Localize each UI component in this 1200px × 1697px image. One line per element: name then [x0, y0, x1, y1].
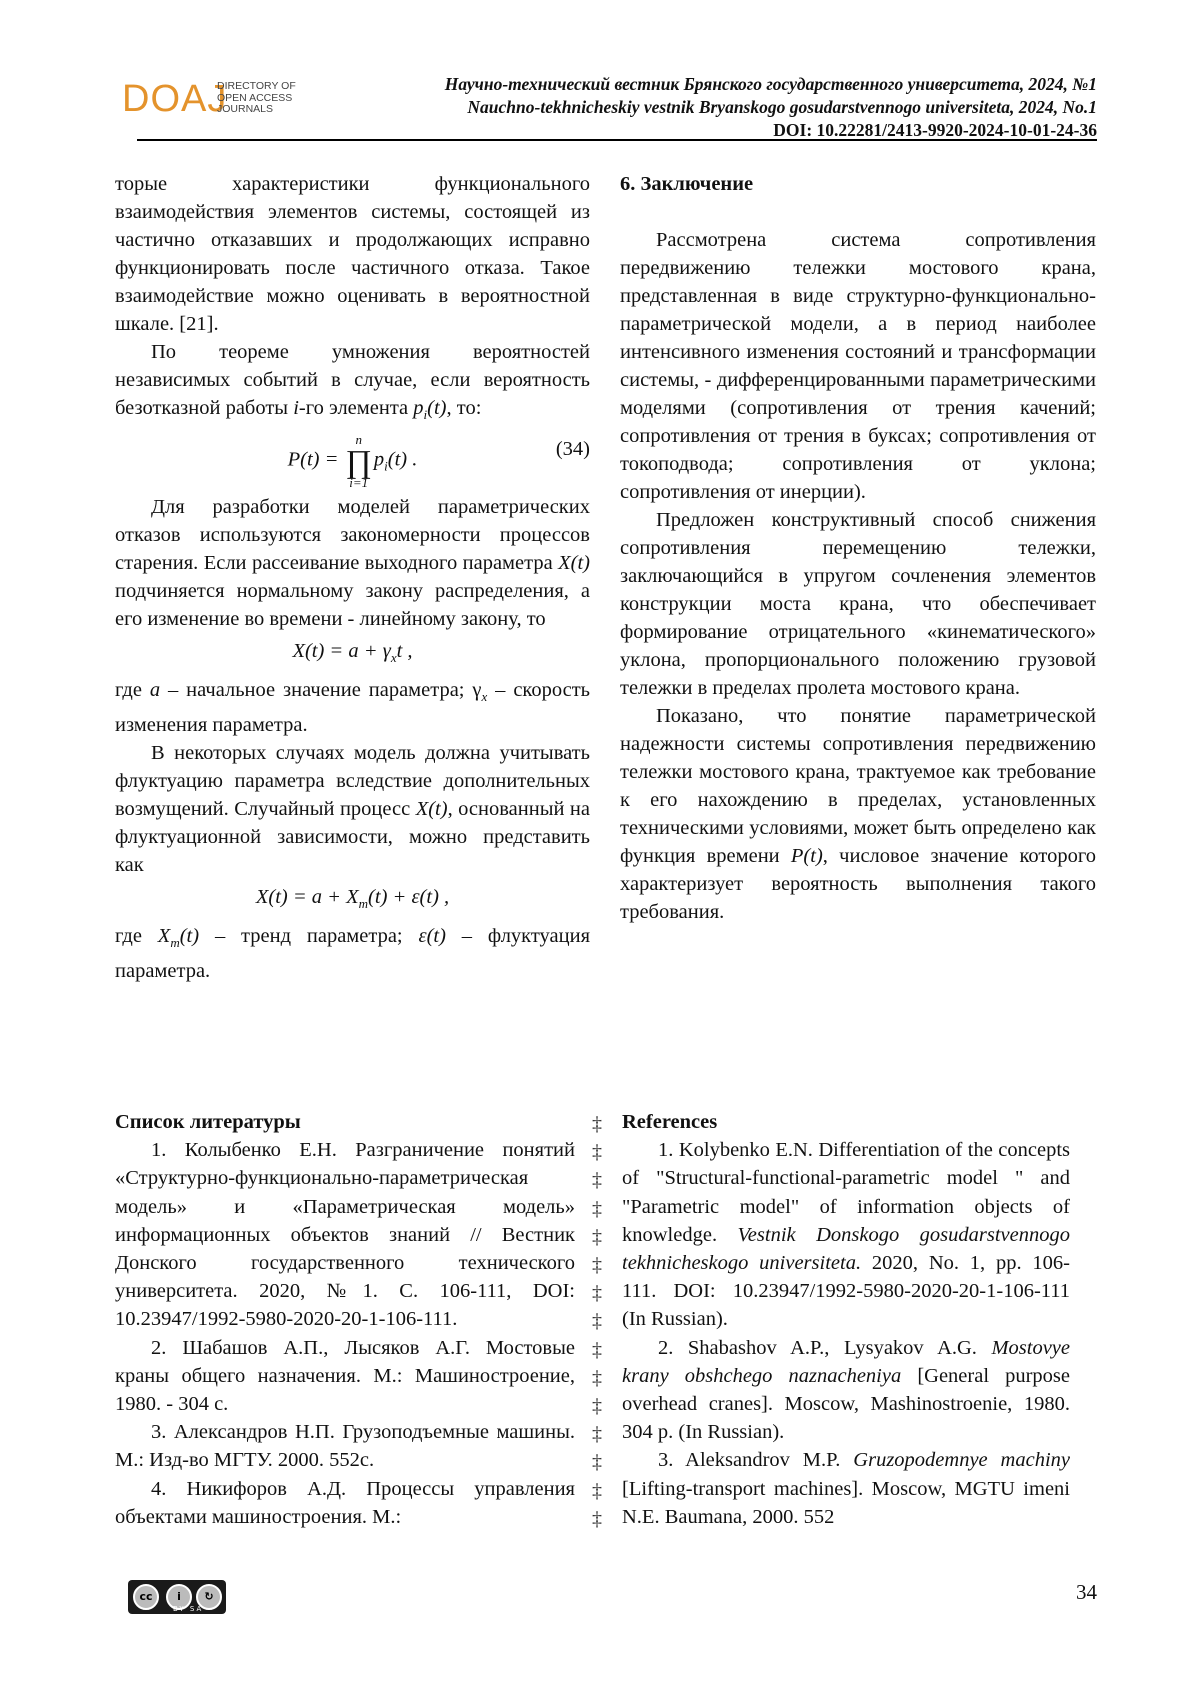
paragraph: Предложен конструктивный способ снижения сопротивления перемещению тележки, заключающийся в упругом сочленения элементов конструкции моста крана, что обеспечивает формирование отрицательного «кинематического» уклона, пропорционального положению грузовой тележки в пределах пролета мостового крана.	[620, 509, 1096, 699]
divider-glyph: ‡	[592, 1479, 602, 1502]
sa-icon: ↻	[196, 1584, 222, 1610]
paragraph	[115, 338, 590, 429]
math-sub: x	[390, 650, 397, 665]
math-sub: i	[384, 458, 388, 474]
divider-glyph: ‡	[592, 1197, 602, 1220]
divider-glyph: ‡	[592, 1451, 602, 1474]
text-run: – начальное значение параметра; γ	[160, 679, 482, 701]
journal-name: Vestnik Donskogo gosudarstvennogo tekhnicheskogo universiteta.	[622, 1223, 1070, 1275]
text-run: По теореме умножения вероятностей независимых событий в случае, если вероятность безотказной работы	[115, 341, 590, 419]
math-var: X(t)	[415, 798, 448, 820]
eq-lhs: P(t) =	[287, 448, 344, 471]
paragraph	[620, 702, 1096, 926]
text-run: где	[115, 679, 150, 701]
divider-glyph: ‡	[592, 1225, 602, 1248]
divider-glyph: ‡	[592, 1507, 602, 1530]
eq-text: (t) + ε(t) ,	[368, 886, 450, 908]
math-arg: (t)	[179, 925, 200, 947]
text-run: – скорость изменения параметра.	[115, 679, 591, 736]
eq-text: t ,	[396, 640, 413, 662]
math-var: P(t)	[790, 845, 823, 867]
math-var: a	[149, 679, 161, 701]
paragraph: Рассмотрена система сопротивления передвижению тележки мостового крана, представленная в виде структурно-функционально-параметрической модели, а в период наиболее интенсивного изменения состояний и трансформации системы, - дифференцированными параметрическими моделями (сопротивления от трения качений; сопротивления от трения в буксах; сопротивления от токоподвода; сопротивления от уклона; сопротивления от инерции).	[620, 229, 1096, 503]
equation-fluctuation	[115, 883, 590, 918]
paragraph	[115, 922, 590, 985]
cc-icon: cc	[133, 1584, 159, 1610]
divider-glyph: ‡	[592, 1113, 602, 1135]
reference-item: 4. Никифоров А.Д. Процессы управления объектами машиностроения. М.:	[115, 1477, 575, 1528]
divider-glyph: ‡	[592, 1282, 602, 1305]
divider-glyph: ‡	[592, 1141, 602, 1164]
math-var: X	[157, 925, 171, 947]
math-var: p	[413, 397, 424, 419]
divider-glyph: ‡	[592, 1254, 602, 1277]
prod-symbol: ∏	[345, 443, 372, 479]
prod-upper: n	[355, 432, 362, 447]
by-icon: i	[166, 1584, 192, 1610]
doaj-logo-mark: DOAJ	[122, 78, 228, 120]
column-divider	[589, 1110, 605, 1533]
text-run: -го элемента	[298, 397, 414, 419]
page-number: 34	[1076, 1580, 1097, 1604]
text-run: – флуктуация параметра.	[115, 925, 590, 982]
license-label: BY SA	[173, 1605, 204, 1613]
doaj-line-2: OPEN ACCESS	[217, 91, 293, 104]
divider-glyph: ‡	[592, 1169, 602, 1192]
cc-by-sa-badge[interactable]	[128, 1580, 226, 1614]
math-sub: x	[481, 689, 488, 704]
article-doi: DOI: 10.22281/2413-9920-2024-10-01-24-36	[773, 120, 1097, 140]
math-arg: (t)	[427, 397, 447, 419]
text-run: 3. Aleksandrov M.P.	[658, 1449, 854, 1472]
eq-text: X(t) = a + γ	[292, 640, 391, 662]
divider-glyph: ‡	[592, 1338, 602, 1361]
divider-glyph: ‡	[592, 1366, 602, 1389]
text-run: , числовое значение которого характеризует вероятность выполнения такого требования.	[620, 845, 1096, 923]
reference-item: 2. Шабашов А.П., Лысяков А.Г. Мостовые краны общего назначения. М.: Машиностроение, 1980. - 304 с.	[115, 1336, 575, 1416]
text-run: где	[115, 925, 158, 947]
eq-rhs: p	[373, 448, 385, 471]
divider-glyph: ‡	[592, 1395, 602, 1418]
eq-text: X(t) = a + X	[255, 886, 359, 908]
reference-item: 1. Колыбенко Е.Н. Разграничение понятий «Структурно-функционально-параметрическая модель» и «Параметрическая модель» информационных объектов знаний // Вестник Донского государственного технического университета. 2020, №1. С. 106-111, DOI: 10.23947/1992-5980-2020-20-1-106-111.	[115, 1139, 575, 1331]
text-run: Для разработки моделей параметрических отказов используются закономерности процессов старения. Если рассеивание выходного параметра	[115, 496, 590, 574]
product-operator	[346, 433, 372, 489]
journal-title-en: Nauchno-tekhnicheskiy vestnik Bryanskogo gosudarstvennogo universiteta, 2024, No.1	[467, 97, 1097, 117]
reference-item	[622, 1446, 1070, 1531]
text-run: 2. Shabashov A.P., Lysyakov A.G.	[658, 1336, 992, 1359]
prod-lower: i=1	[349, 475, 369, 490]
header-rule	[137, 139, 1097, 141]
text-run: подчиняется нормальному закону распределения, а его изменение во времени - линейному закону, то	[115, 580, 590, 630]
equation-linear	[115, 637, 590, 672]
divider-glyph: ‡	[592, 1310, 602, 1333]
references-ru-heading: Список литературы	[115, 1111, 301, 1133]
spacer	[620, 198, 1096, 226]
journal-title-ru: Научно-технический вестник Брянского государственного университета, 2024, №1	[444, 74, 1097, 94]
references-en	[622, 1108, 1070, 1531]
text-run: , то:	[446, 397, 482, 419]
journal-header	[277, 73, 1097, 142]
doaj-line-1: DIRECTORY OF	[217, 80, 296, 92]
paragraph	[115, 493, 590, 633]
doaj-line-3: JOURNALS	[217, 103, 274, 115]
text-run: – тренд параметра;	[199, 925, 419, 947]
math-sub: т	[170, 935, 180, 950]
math-var: X(t)	[558, 552, 590, 574]
equation-34	[115, 433, 590, 489]
math-var: ε(t)	[418, 925, 446, 947]
math-var: i	[293, 397, 299, 419]
reference-item	[622, 1334, 1070, 1447]
math-sub: i	[423, 407, 428, 422]
text-run: [General purpose overhead cranes]. Moscow, Mashinostroenie, 1980. 304 p. (In Russian).	[622, 1364, 1070, 1444]
text-run: В некоторых случаях модель должна учитывать флуктуацию параметра вследствие дополнительных возмущений. Случайный процесс	[115, 742, 590, 820]
text-run: , основанный на флуктуационной зависимости, можно представить как	[115, 798, 590, 876]
references-en-heading: References	[622, 1111, 718, 1133]
book-title: Mostovye krany obshchego naznacheniya	[622, 1336, 1070, 1387]
paragraph: торые характеристики функционального взаимодействия элементов системы, состоящей из частично отказавших и продолжающих исправно функционировать после частичного отказа. Такое взаимодействие можно оценивать в вероятностной шкале. [21].	[115, 173, 590, 335]
references-ru	[115, 1108, 575, 1531]
left-column	[115, 170, 590, 985]
text-run: [Lifting-transport machines]. Moscow, MGTU imeni N.E. Baumana, 2000. 552	[622, 1477, 1070, 1528]
divider-glyph: ‡	[592, 1423, 602, 1446]
text-run: Показано, что понятие параметрической надежности системы сопротивления передвижению тележки мостового крана, трактуемое как требование к его нахождению в пределах, установленных техническими условиями, может быть определено как функция времени	[620, 705, 1096, 867]
math-sub: т	[358, 896, 369, 911]
paragraph	[115, 739, 590, 879]
right-column	[620, 170, 1096, 926]
paragraph	[115, 676, 590, 739]
text-run: 1. Kolybenko E.N. Differentiation of the concepts of "Structural-functional-parametric model " and "Parametric model" of information objects of knowledge.	[622, 1139, 1070, 1246]
equation-number: (34)	[555, 438, 590, 460]
text-run: 2020, No. 1, pp. 106-111. DOI: 10.23947/1992-5980-2020-20-1-106-111 (In Russian).	[622, 1252, 1070, 1331]
reference-item	[622, 1136, 1070, 1333]
book-title: Gruzopodemnye machiny	[853, 1449, 1071, 1472]
reference-item: 3. Александров Н.П. Грузоподъемные машины. М.: Изд-во МГТУ. 2000. 552с.	[115, 1421, 575, 1472]
eq-rhs-tail: (t) .	[387, 448, 418, 471]
section-heading-conclusion: 6. Заключение	[620, 173, 754, 195]
